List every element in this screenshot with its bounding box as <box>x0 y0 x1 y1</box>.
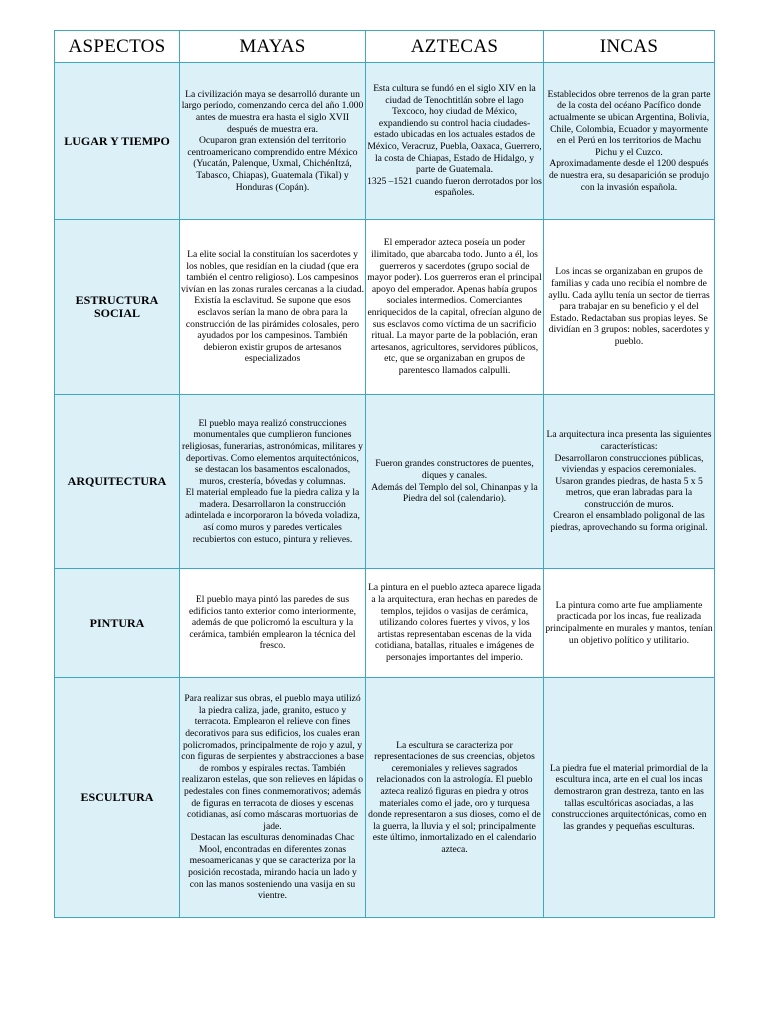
aztecas-cell <box>366 395 544 569</box>
cell-paragraph: Establecidos obre terrenos de la gran parte de la costa del océano Pacífico donde actualmente se ubican Argentina, Bolivia, Chile, Colombia, Ecuador y mayormente en el Perú en los territorios de Machu Pichu y el Cuzco. <box>547 88 711 158</box>
header-mayas: MAYAS <box>180 31 366 63</box>
incas-cell <box>544 569 715 678</box>
header-row <box>55 31 715 63</box>
cell-paragraph: El emperador azteca poseía un poder ilimitado, que abarcaba todo. Junto a él, los guerreros y sacerdotes (grupo social de mayor poder). Los guerreros eran el principal apoyo del emperador. Apenas había grupos sociales intermedios. Comerciantes enriquecidos de la capital, ofrecían alguno de sus esclavos como víctima de un sacrificio ritual. La mayor parte de la población, eran artesanos, agricultores, servidores públicos, etc, que se organizaban en grupos de parentesco llamados calpulli. <box>367 237 542 376</box>
aspect-label: LUGAR Y TIEMPO <box>55 63 180 220</box>
cell-paragraph: La pintura como arte fue ampliamente practicada por los incas, fue realizada principalmente en murales y mantos, tenían un objetivo político y utilitario. <box>545 599 713 646</box>
cell-paragraph: La piedra fue el material primordial de la escultura inca, arte en el cual los incas demostraron gran destreza, tanto en las tallas escultóricas asociadas, a las construcciones arquitectónicas, como en las grandes y pequeñas esculturas. <box>550 762 708 832</box>
mayas-cell <box>180 220 366 395</box>
incas-cell <box>544 678 715 918</box>
cell-paragraph: La escultura se caracteriza por representaciones de sus creencias, objetos ceremoniales y relieves sagrados relacionados con la astrología. El pueblo azteca realizó figuras en piedra y otros materiales como el jade, oro y turquesa donde representaron a sus dioses, como el de la guerra, la lluvia y el sol; principalmente este último, inmortalizado en el calendario azteca. <box>368 739 541 855</box>
cell-paragraph: Fueron grandes constructores de puentes, diques y canales. <box>375 458 534 481</box>
aspect-label: PINTURA <box>55 569 180 678</box>
incas-cell <box>544 220 715 395</box>
header-incas: INCAS <box>544 31 715 63</box>
aspect-label: ESTRUCTURA SOCIAL <box>55 220 180 395</box>
aztecas-cell <box>366 569 544 678</box>
aspect-label: ARQUITECTURA <box>55 395 180 569</box>
cell-paragraph: Además del Templo del sol, Chinanpas y la Piedra del sol (calendario). <box>371 481 538 505</box>
cell-paragraph: La civilización maya se desarrolló durante un largo período, comenzando cerca del año 1.000 antes de muestra era hasta el siglo XVII después de muestra era. <box>181 88 364 135</box>
cell-paragraph: La pintura en el pueblo azteca aparece ligada a la arquitectura, eran hechas en paredes de templos, tejidos o vasijas de cerámica, utilizando colores fuertes y vivos, y los artistas representaban escenas de la vida cotidiana, batallas, rituales e imágenes de personajes importantes del imperio. <box>368 582 541 663</box>
table-row-pintura <box>55 569 715 678</box>
mayas-cell <box>180 678 366 918</box>
cell-paragraph: Crearon el ensamblado poligonal de las piedras, aprovechando su forma original. <box>550 510 708 534</box>
aspect-label: ESCULTURA <box>55 678 180 918</box>
cell-paragraph: Para realizar sus obras, el pueblo maya utilizó la piedra caliza, jade, granito, estuco y terracota. Emplearon el relieve con fines decorativos para sus edificios, los cuales eran policromados, principalmente de rojo y azul, y con figuras de serpientes y abstracciones a base de rombos y espirales rectas. También realizaron estelas, que son relieves en lápidas o pedestales con fines conmemorativos; además de figuras en terracota de dioses y escenas cotidianas, así como máscaras mortuorias de jade. <box>181 693 364 832</box>
cell-paragraph: El pueblo maya pintó las paredes de sus edificios tanto exterior como interiormente, además de que policromó la escultura y la cerámica, también emplearon la técnica del fresco. <box>188 594 357 652</box>
table-row-arquitectura <box>55 395 715 569</box>
cell-paragraph: La arquitectura inca presenta las siguientes características: <box>546 429 712 452</box>
cell-paragraph: Los incas se organizaban en grupos de familias y cada uno recibía el nombre de ayllu. Cada ayllu tenía un sector de tierras para trabajar en su beneficio y el del Estado. Redactaban sus propias leyes. Se dividían en 3 grupos: nobles, sacerdotes y pueblo. <box>548 266 710 347</box>
comparison-table <box>54 30 715 918</box>
incas-cell <box>544 63 715 220</box>
cell-paragraph: 1325 –1521 cuando fueron derrotados por los españoles. <box>367 175 542 199</box>
aztecas-cell <box>366 220 544 395</box>
cell-paragraph: Ocuparon gran extensión del territorio centroamericano comprendido entre México (Yucatán, Palenque, Uxmal, ChichénItzá, Tabasco, Chiapas), Guatemala (Tikal) y Honduras (Copán). <box>187 135 358 193</box>
mayas-cell <box>180 569 366 678</box>
cell-paragraph: El material empleado fue la piedra caliza y la madera. Desarrollaron la construcción adintelada e incorporaron la bóveda voladiza, así como muros y paredes verticales recubiertos con estuco, pintura y relieves. <box>185 487 360 545</box>
cell-paragraph: La elite social la constituían los sacerdotes y los nobles, que residían en la ciudad (que era también el centro religioso). Los campesinos vivían en las zonas rurales cercanas a la ciudad. Existía la esclavitud. Se supone que esos esclavos serían la mano de obra para la construcción de las pirámides colosales, pero ayudados por los campesinos. También debieron existir grupos de artesanos especializados <box>181 249 364 365</box>
table-row-estructura-social <box>55 220 715 395</box>
header-aztecas: AZTECAS <box>366 31 544 63</box>
mayas-cell <box>180 395 366 569</box>
cell-paragraph: Aproximadamente desde el 1200 después de nuestra era, su desaparición se produjo con la invasión española. <box>548 158 710 193</box>
header-aspectos: ASPECTOS <box>55 31 180 63</box>
aztecas-cell <box>366 678 544 918</box>
cell-paragraph: Desarrollaron construcciones públicas, viviendas y espacios ceremoniales. <box>554 452 704 476</box>
table-row-escultura <box>55 678 715 918</box>
mayas-cell <box>180 63 366 220</box>
table-row-lugar-y-tiempo <box>55 63 715 220</box>
cell-paragraph: Usaron grandes piedras, de hasta 5 x 5 metros, que eran labradas para la construcción de muros. <box>555 475 703 510</box>
cell-paragraph: El pueblo maya realizó construcciones monumentales que cumplieron funciones religiosas, funerarias, astronómicas, militares y deportivas. Como elementos arquitectónicos, se destacan los basamentos escalonados, muros, crestería, bóvedas y columnas. <box>182 417 363 487</box>
incas-cell <box>544 395 715 569</box>
aztecas-cell <box>366 63 544 220</box>
cell-paragraph: Esta cultura se fundó en el siglo XIV en la ciudad de Tenochtitlán sobre el lago Texcoco, hoy ciudad de México, expandiendo su control hacia ciudades-estado ubicadas en los actuales estados de México, Veracruz, Puebla, Oaxaca, Guerrero, la costa de Chiapas, Estado de Hidalgo, y parte de Guatemala. <box>367 83 542 176</box>
cell-paragraph: Destacan las esculturas denominadas Chac Mool, encontradas en diferentes zonas mesoamericanas y que se caracteriza por la posición recostada, mirando hacia un lado y con las manos sosteniendo una vasija en su vientre. <box>188 832 357 902</box>
